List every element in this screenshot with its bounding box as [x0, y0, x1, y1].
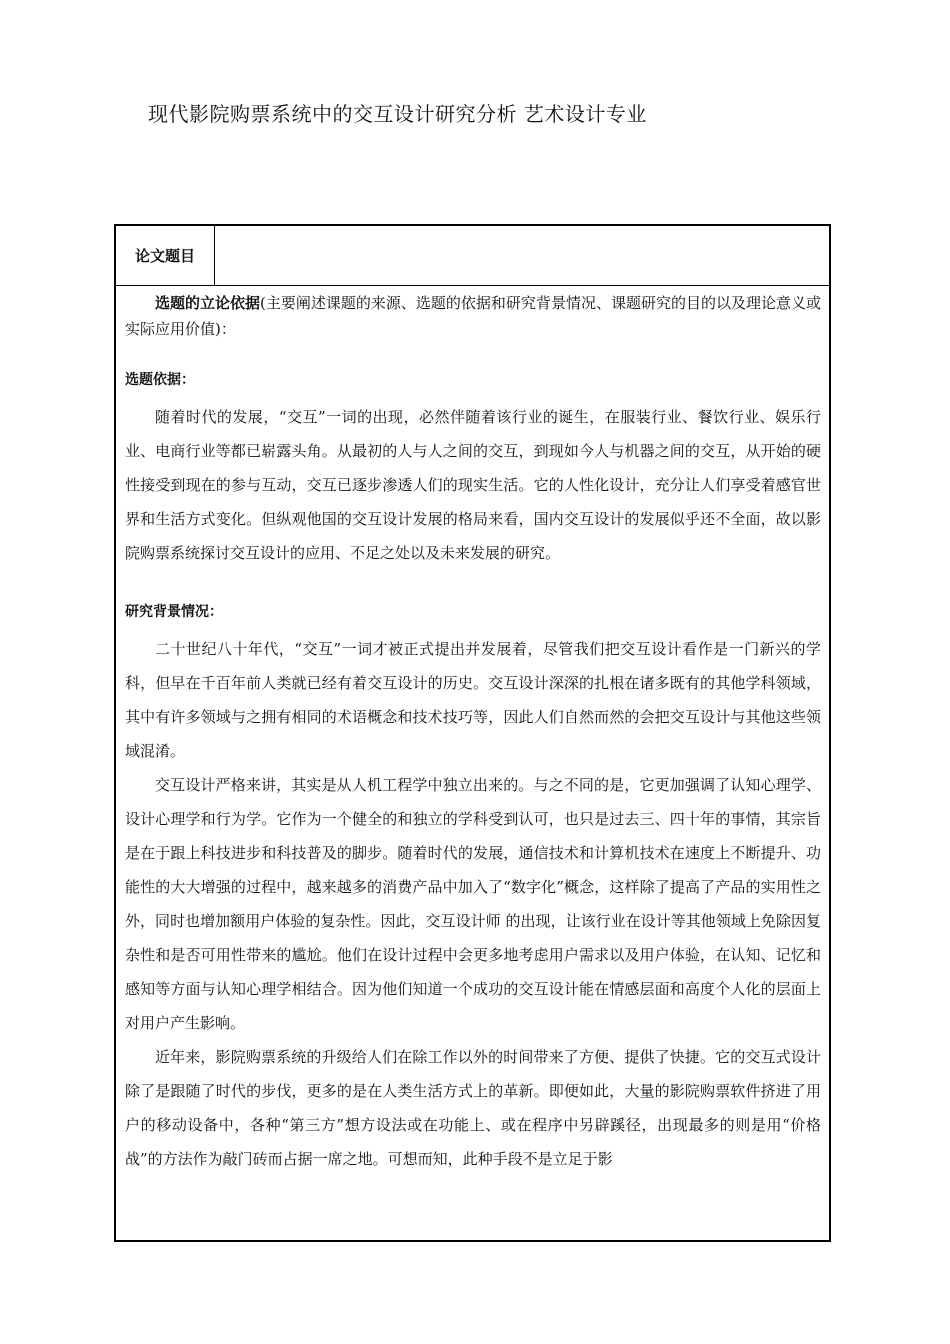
basis-label: 选题的立论依据 [155, 294, 261, 312]
section1-paragraph: 随着时代的发展，“交互”一词的出现，必然伴随着该行业的诞生，在服装行业、餐饮行业、娱乐行业、电商行业等都已崭露头角。从最初的人与人之间的交互，到现如今人与机器之间的交互，从开始的硬性接受到现在的参与互动，交互已逐步渗透人们的现实生活。它的人性化设计，充分让人们享受着感官世界和生活方式变化。但纵观他国的交互设计发展的格局来看，国内交互设计的发展似乎还不全面，故以影院购票系统探讨交互设计的应用、不足之处以及未来发展的研究。 [125, 408, 821, 562]
section-heading-basis: 选题依据： [125, 372, 195, 388]
proposal-content [125, 287, 821, 1176]
thesis-title-value [216, 226, 829, 285]
section2-paragraph: 近年来，影院购票系统的升级给人们在除工作以外的时间带来了方便、提供了快捷。它的交互式设计除了是跟随了时代的步伐，更多的是在人类生活方式上的革新。即便如此，大量的影院购票软件挤进了用户的移动设备中，各种“第三方”想方设法或在功能上、或在程序中另辟蹊径，出现最多的则是用“价格战”的方法作为敲门砖而占据一席之地。可想而知，此种手段不是立足于影 [125, 1048, 821, 1168]
thesis-title-label: 论文题目 [116, 226, 215, 285]
basis-intro [125, 287, 821, 342]
proposal-form-table [114, 224, 831, 1242]
basis-hint: (主要阐述课题的来源、选题的依据和研究背景情况、课题研究的目的以及理论意义或实际应用价值)： [125, 294, 821, 338]
section-heading-background: 研究背景情况： [125, 604, 223, 620]
section2-paragraph: 交互设计严格来讲，其实是从人机工程学中独立出来的。与之不同的是，它更加强调了认知心理学、设计心理学和行为学。它作为一个健全的和独立的学科受到认可，也只是过去三、四十年的事情，其宗旨是在于跟上科技进步和科技普及的脚步。随着时代的发展，通信技术和计算机技术在速度上不断提升、功能性的大大增强的过程中，越来越多的消费产品中加入了“数字化”概念，这样除了提高了产品的实用性之外，同时也增加额用户体验的复杂性。因此，交互设计师 的出现，让该行业在设计等其他领域上免除因复杂性和是否可用性带来的尴尬。他们在设计过程中会更多地考虑用户需求以及用户体验，在认知、记忆和感知等方面与认知心理学相结合。因为他们知道一个成功的交互设计能在情感层面和高度个人化的层面上对用户产生影响。 [125, 776, 821, 1032]
thesis-title-row [116, 226, 829, 286]
document-title: 现代影院购票系统中的交互设计研究分析 艺术设计专业 [148, 102, 647, 126]
section2-paragraph: 二十世纪八十年代，“交互”一词才被正式提出并发展着，尽管我们把交互设计看作是一门新兴的学科，但早在千百年前人类就已经有着交互设计的历史。交互设计深深的扎根在诸多既有的其他学科领域，其中有许多领域与之拥有相同的术语概念和技术技巧等，因此人们自然而然的会把交互设计与其他这些领域混淆。 [125, 640, 821, 760]
